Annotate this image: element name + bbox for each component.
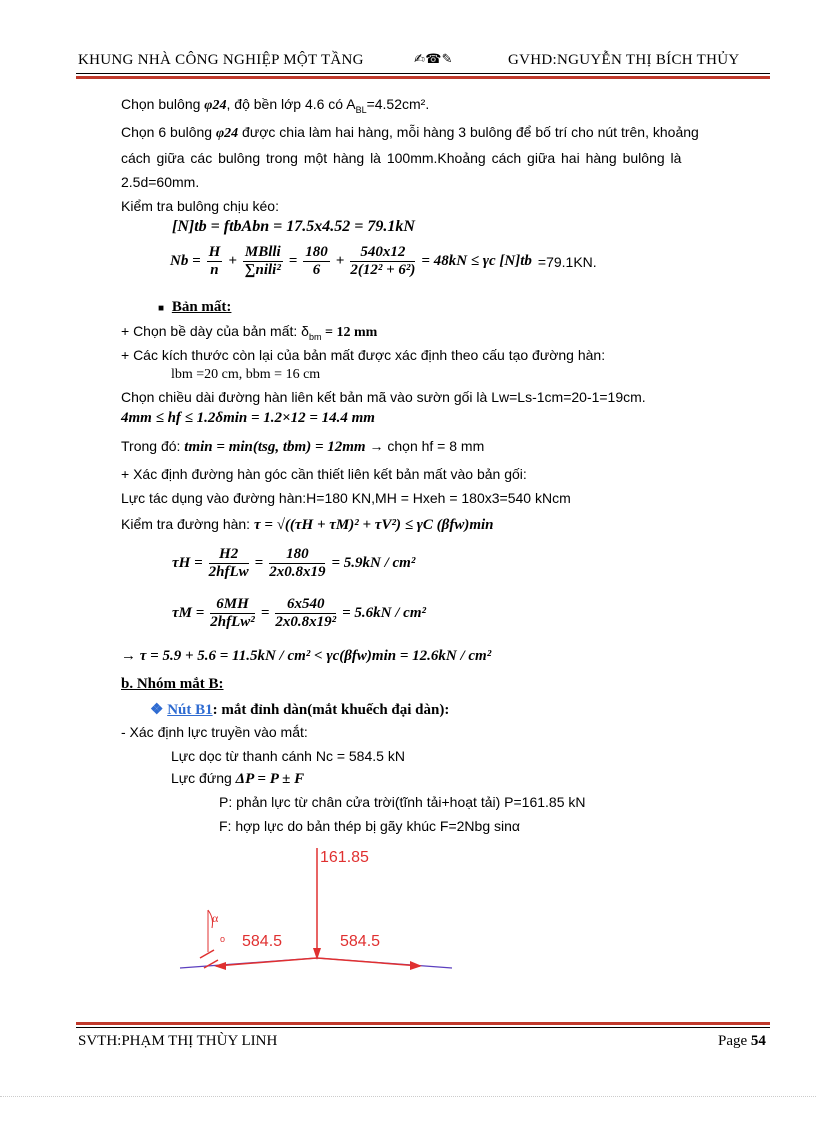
group-b-heading: b. Nhóm mắt B: <box>121 676 224 692</box>
label-degree: o <box>220 934 226 944</box>
right-arrowhead <box>410 961 422 970</box>
page-boundary <box>0 1096 816 1097</box>
weld-height-choice: Trong đó: tmin = min(tsg, tbm) = 12mm → chọn hf = 8 mm <box>121 438 485 455</box>
weld-force-line: Lực tác dụng vào đường hàn:H=180 KN,MH = Hxeh = 180x3=540 kNcm <box>121 490 571 506</box>
force-f-line: F: hợp lực do bản thép bị gãy khúc F=2Nbg sinα <box>219 818 520 834</box>
node-b1-heading: ❖ Nút B1: mắt đỉnh dàn(mắt khuếch đại dàn): <box>150 702 450 718</box>
weld-result-equation: → τ = 5.9 + 5.6 = 11.5kN / cm² < γc(βfw)min = 12.6kN / cm² <box>121 648 492 664</box>
bolt-capacity-equation: [N]tb = ftbAbn = 17.5x4.52 = 79.1kN <box>172 218 415 235</box>
force-transfer-heading: - Xác định lực truyền vào mắt: <box>121 724 308 740</box>
bolt-arrangement-line-1: Chọn 6 bulông φ24 được chia làm hai hàng, mỗi hàng 3 bulông để bố trí cho nút trên, khoảng <box>121 124 699 141</box>
diamond-bullet-icon: ❖ <box>150 702 164 718</box>
header-rule-thin <box>76 73 770 74</box>
footer-student: SVTH:PHẠM THỊ THÙY LINH <box>78 1033 278 1049</box>
left-force-arrow <box>216 958 317 966</box>
plate-section-heading: ■ Bản mất: <box>158 299 232 315</box>
footer-page: Page 54 <box>718 1033 766 1049</box>
header-title: KHUNG NHÀ CÔNG NGHIỆP MỘT TẦNG <box>78 52 364 68</box>
bolt-choice-line: Chọn bulông φ24, độ bền lớp 4.6 có $A_{BL}=4.52cm^2$. <box>121 96 430 115</box>
plate-dimension-line: + Các kích thước còn lại của bản mất được xác định theo cấu tạo đường hàn: <box>121 347 606 363</box>
left-arrowhead <box>214 962 226 970</box>
tau-h-equation: τH = $\frac{H2}{\text{2hfLw}}$ = $\frac{180}{2x0.8x19}$ = 5.9kN / cm² <box>172 546 416 580</box>
weld-height-range: 4mm ≤ hf ≤ 1.2δmin = 1.2×12 = 14.4 mm <box>121 410 375 426</box>
reaction-p-line: P: phản lực từ chân cửa trời(tĩnh tải+hoạt tải) P=161.85 kN <box>219 794 586 810</box>
axial-force-line: Lực dọc từ thanh cánh Nc = 584.5 kN <box>171 748 405 764</box>
force-diagram <box>170 840 470 980</box>
label-161-85: 161.85 <box>320 849 369 866</box>
bolt-arrangement-line-3: 2.5d=60mm. <box>121 174 200 190</box>
plate-size-line: lbm =20 cm, bbm = 16 cm <box>171 367 321 382</box>
right-force-arrow <box>317 958 420 966</box>
footer-rule <box>76 1022 770 1025</box>
header-ornament-icon: ✍☎✎ <box>414 52 453 67</box>
vertical-force-line: Lực đứng ΔP = P ± F <box>171 770 305 787</box>
bolt-arrangement-line-2: cách giữa các bulông trong một hàng là 100mm.Khoảng cách giữa hai hàng bulông là <box>121 150 682 166</box>
bolt-check-heading: Kiểm tra bulông chịu kéo: <box>121 198 279 214</box>
weld-check-line: Kiểm tra đường hàn: τ = √((τH + τM)² + τV²) ≤ γC (βfw)min <box>121 516 494 533</box>
header-rule <box>76 76 770 79</box>
label-left-584-5: 584.5 <box>242 933 283 950</box>
header-advisor: GVHD:NGUYỄN THỊ BÍCH THỦY <box>508 52 740 68</box>
footer-rule-thin <box>76 1027 770 1028</box>
tau-m-equation: τM = $\frac{6MH}{\text{2hfLw²}}$ = $\frac{6x540}{\text{2x0.8x19²}}$ = 5.6kN / cm² <box>172 596 426 630</box>
label-right-584-5: 584.5 <box>340 933 381 950</box>
plate-thickness-line: + Chọn bề dày của bản mất: $\delta_{bm} = 12$ mm <box>121 323 378 342</box>
label-alpha: α <box>212 911 219 925</box>
bolt-force-equation: Nb = $\frac{H}{n}$ + $\frac{\text{MBlli}}{\text{∑nili²}}$ = $\frac{180}{6}$ + $\frac{540x12}{\text{2(12² + 6²)}}$ = 48kN ≤ γc [N]tb =79.1KN. <box>170 244 597 278</box>
weld-length-line: Chọn chiều dài đường hàn liên kết bản mã vào sườn gối là Lw=Ls-1cm=20-1=19cm. <box>121 389 646 405</box>
cut-mark-2 <box>204 960 218 968</box>
cut-mark-1 <box>200 950 214 958</box>
fillet-weld-heading: + Xác định đường hàn góc cần thiết liên kết bản mất vào bản gối: <box>121 466 527 482</box>
